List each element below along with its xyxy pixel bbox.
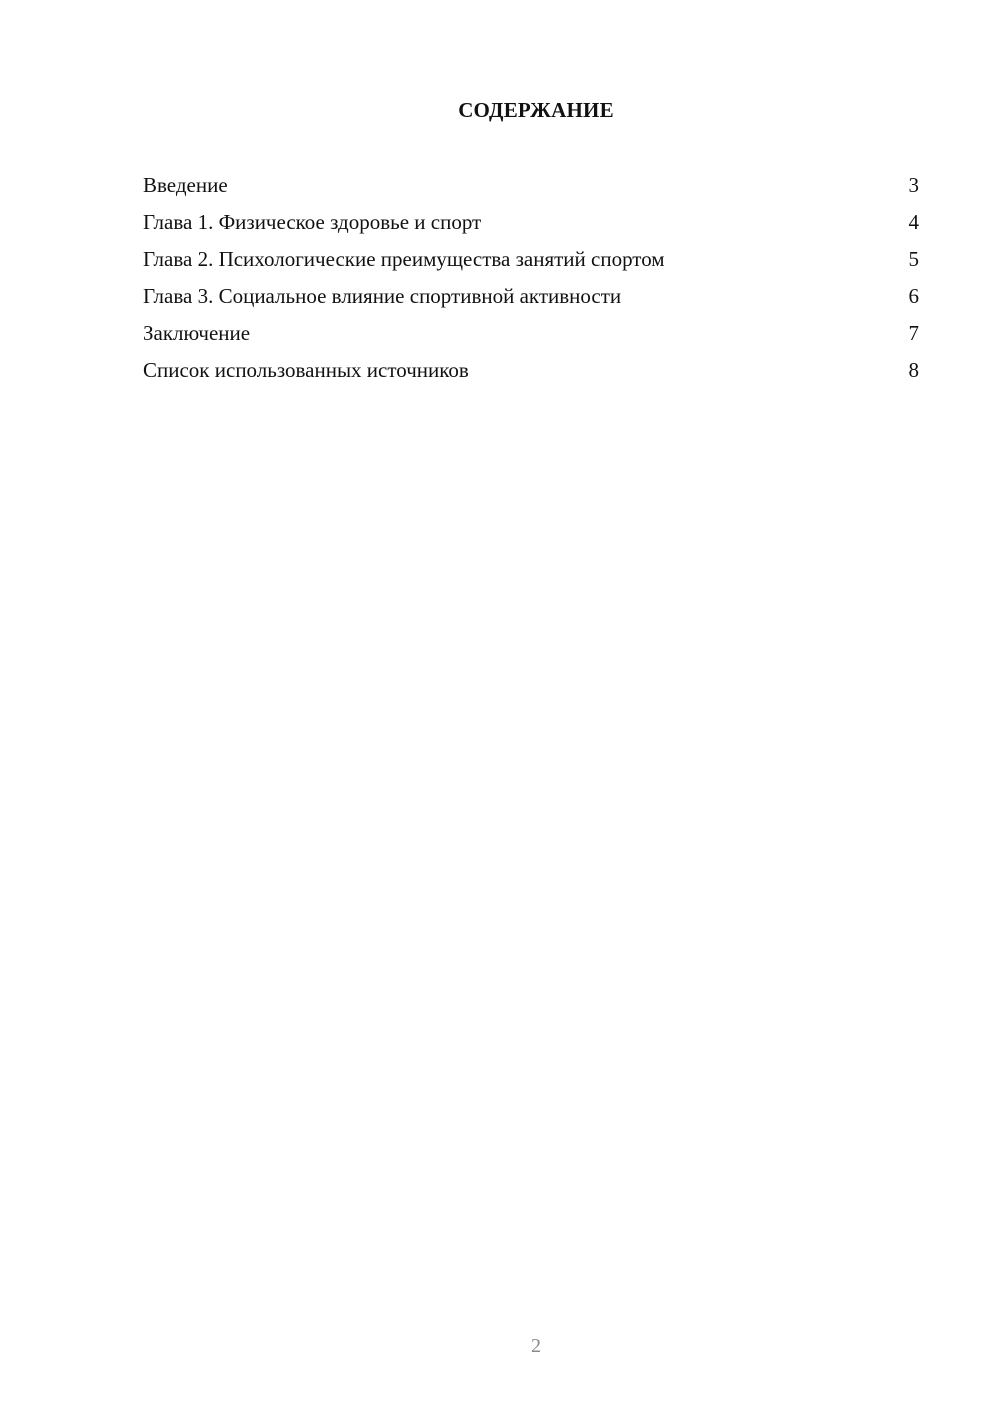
toc-entry-chapter-3 [143,282,919,319]
toc-entry-label: Заключение [143,321,251,345]
toc-entry-label: Глава 3. Социальное влияние спортивной активности [143,284,622,308]
page-number: 2 [531,1335,541,1357]
toc-entry-label: Глава 2. Психологические преимущества занятий спортом [143,247,665,271]
toc-entry-page: 8 [908,358,919,382]
toc-entry-label: Глава 1. Физическое здоровье и спорт [143,210,482,234]
toc-entry-page: 3 [908,173,919,197]
toc-entry-conclusion [143,319,919,356]
toc-entry-page: 6 [908,284,919,308]
toc-entry-references [143,356,919,393]
toc-entry-page: 4 [908,210,919,234]
table-of-contents [143,171,919,393]
toc-entry-page: 7 [908,321,919,345]
page-title: СОДЕРЖАНИЕ [458,98,614,122]
toc-entry-label: Список использованных источников [143,358,469,382]
toc-entry-page: 5 [908,247,919,271]
toc-entry-introduction [143,171,919,208]
toc-entry-label: Введение [143,173,228,197]
toc-entry-chapter-2 [143,245,919,282]
toc-entry-chapter-1 [143,208,919,245]
